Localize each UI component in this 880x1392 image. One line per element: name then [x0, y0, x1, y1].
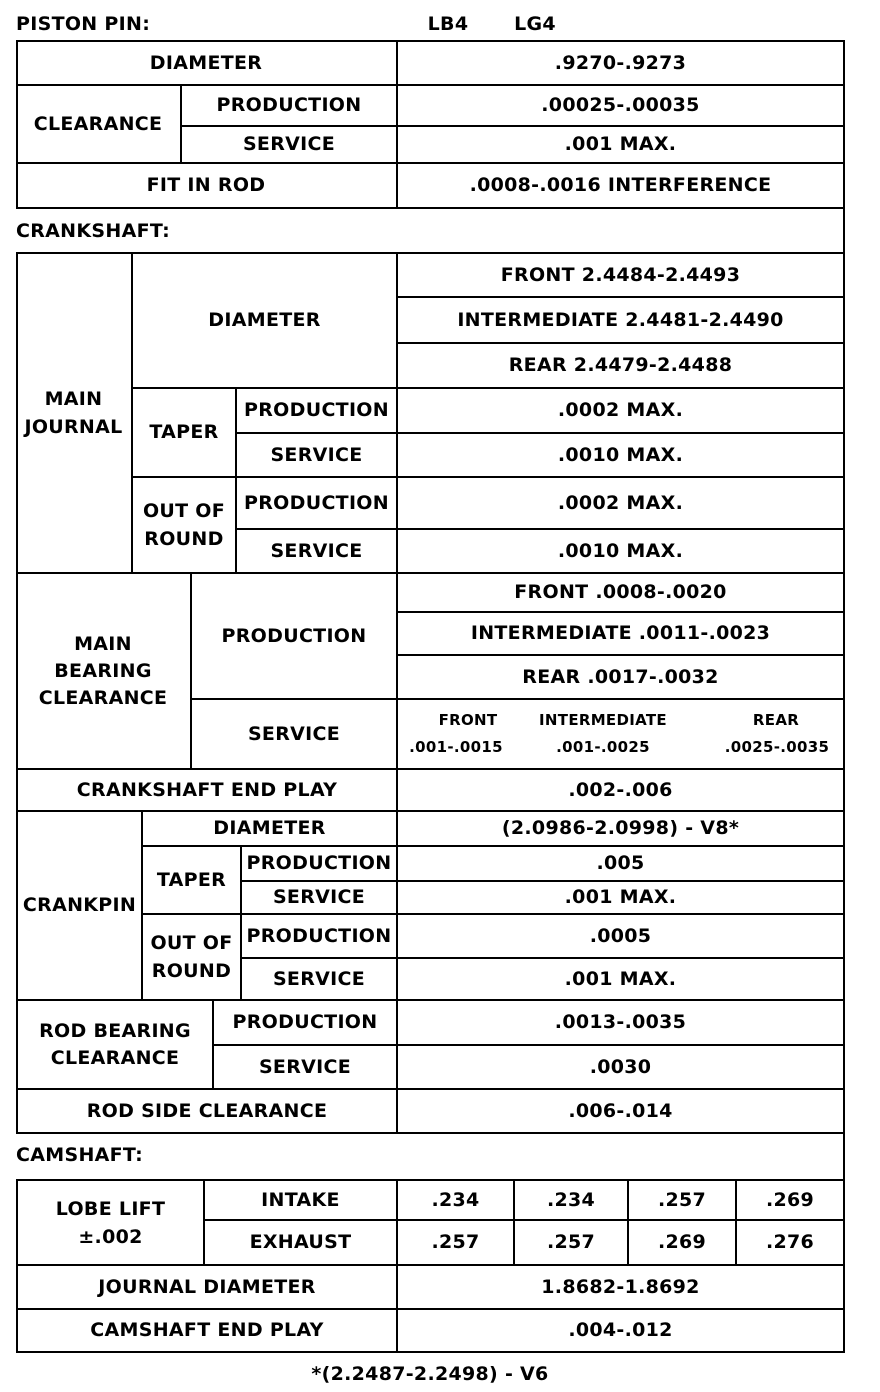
intake-label: INTAKE [261, 1188, 340, 1211]
rb-service-value: .0030 [589, 1055, 652, 1078]
mj-taper-production-label: PRODUCTION [244, 399, 389, 421]
rb-production-value: .0013-.0035 [554, 1011, 687, 1033]
pp-diameter-value: .9270-.9273 [554, 51, 687, 74]
footnote: *(2.2487-2.2498) - V6 [311, 1362, 549, 1385]
cp-diameter-label: DIAMETER [213, 817, 326, 839]
cp-diameter-value: (2.0986-2.0998) - V8* [501, 817, 740, 839]
cp-out-of-round-label: OUT OF ROUND [150, 932, 233, 982]
crankshaft-end-play-value: .002-.006 [568, 778, 673, 801]
mj-oor-production-value: .0002 MAX. [557, 491, 684, 514]
mj-diameter-rear: REAR 2.4479-2.4488 [508, 354, 733, 376]
main-bearing-clearance-label: MAIN BEARING CLEARANCE [38, 632, 168, 709]
intake-value-3: .257 [657, 1188, 707, 1211]
pp-clearance-service-label: SERVICE [242, 133, 336, 155]
exhaust-label: EXHAUST [249, 1231, 352, 1253]
pp-diameter-label: DIAMETER [149, 51, 263, 74]
exhaust-value-2: .257 [546, 1231, 596, 1253]
camshaft-heading: CAMSHAFT: [16, 1143, 144, 1166]
pp-fit-in-rod-label: FIT IN ROD [146, 174, 266, 196]
cp-taper-production-label: PRODUCTION [246, 852, 392, 874]
pp-clearance-production-label: PRODUCTION [216, 94, 362, 116]
mb-service-front-value: .001-.0015 [409, 738, 503, 756]
mb-service-intermediate-label: INTERMEDIATE [539, 711, 667, 729]
pp-fit-in-rod-value: .0008-.0016 INTERFERENCE [469, 174, 772, 196]
pp-clearance-label: CLEARANCE [33, 112, 163, 135]
cp-oor-service-label: SERVICE [272, 967, 366, 990]
mj-taper-label: TAPER [149, 421, 219, 443]
rod-side-clearance-label: ROD SIDE CLEARANCE [86, 1099, 328, 1122]
exhaust-value-3: .269 [657, 1231, 707, 1253]
mj-diameter-label: DIAMETER [208, 309, 321, 331]
cp-oor-service-value: .001 MAX. [564, 967, 677, 990]
piston-pin-heading: PISTON PIN: [16, 12, 151, 35]
mb-service-intermediate-value: .001-.0025 [556, 738, 650, 756]
cp-taper-service-value: .001 MAX. [564, 886, 677, 908]
mb-production-front: FRONT .0008-.0020 [514, 581, 727, 603]
main-journal-label: MAIN JOURNAL [24, 388, 123, 438]
intake-value-1: .234 [431, 1188, 480, 1211]
crankshaft-heading: CRANKSHAFT: [16, 219, 170, 242]
mb-service-label: SERVICE [247, 722, 341, 745]
column-header-lb4: LB4 [427, 12, 469, 35]
intake-value-2: .234 [546, 1188, 596, 1211]
crankshaft-end-play-label: CRANKSHAFT END PLAY [76, 778, 338, 801]
journal-diameter-value: 1.8682-1.8692 [541, 1275, 700, 1298]
mj-oor-service-label: SERVICE [270, 539, 363, 562]
mb-service-front-label: FRONT [438, 711, 498, 729]
cp-taper-label: TAPER [156, 868, 227, 891]
cp-taper-production-value: .005 [596, 852, 645, 874]
camshaft-end-play-value: .004-.012 [568, 1319, 673, 1341]
mb-production-label: PRODUCTION [221, 624, 367, 647]
mj-taper-production-value: .0002 MAX. [557, 399, 684, 421]
mj-diameter-intermediate: INTERMEDIATE 2.4481-2.4490 [457, 308, 784, 331]
pp-clearance-production-value: .00025-.00035 [541, 94, 700, 116]
mb-production-rear: REAR .0017-.0032 [522, 665, 719, 688]
rb-service-label: SERVICE [258, 1055, 352, 1078]
mj-taper-service-value: .0010 MAX. [557, 443, 684, 466]
rb-production-label: PRODUCTION [232, 1011, 378, 1033]
mb-service-rear-label: REAR [752, 711, 800, 729]
mj-out-of-round-label: OUT OF ROUND [142, 500, 226, 550]
exhaust-value-4: .276 [765, 1231, 815, 1253]
mj-oor-production-label: PRODUCTION [244, 491, 389, 514]
mb-service-rear-value: .0025-.0035 [724, 738, 830, 756]
mj-taper-service-label: SERVICE [270, 443, 363, 466]
lobe-lift-label: LOBE LIFT ±.002 [55, 1197, 166, 1248]
rod-side-clearance-value: .006-.014 [568, 1099, 673, 1122]
column-header-lg4: LG4 [514, 12, 556, 35]
intake-value-4: .269 [765, 1188, 815, 1211]
journal-diameter-label: JOURNAL DIAMETER [98, 1275, 316, 1298]
cp-oor-production-label: PRODUCTION [246, 924, 392, 947]
cp-oor-production-value: .0005 [589, 924, 652, 947]
mj-oor-service-value: .0010 MAX. [557, 539, 684, 562]
mj-diameter-front: FRONT 2.4484-2.4493 [500, 263, 741, 286]
pp-clearance-service-value: .001 MAX. [564, 133, 677, 155]
rod-bearing-clearance-label: ROD BEARING CLEARANCE [39, 1019, 191, 1069]
cp-taper-service-label: SERVICE [272, 886, 366, 908]
camshaft-end-play-label: CAMSHAFT END PLAY [90, 1319, 324, 1341]
exhaust-value-1: .257 [431, 1231, 480, 1253]
crankpin-label: CRANKPIN [22, 894, 137, 916]
mb-production-intermediate: INTERMEDIATE .0011-.0023 [470, 622, 771, 644]
